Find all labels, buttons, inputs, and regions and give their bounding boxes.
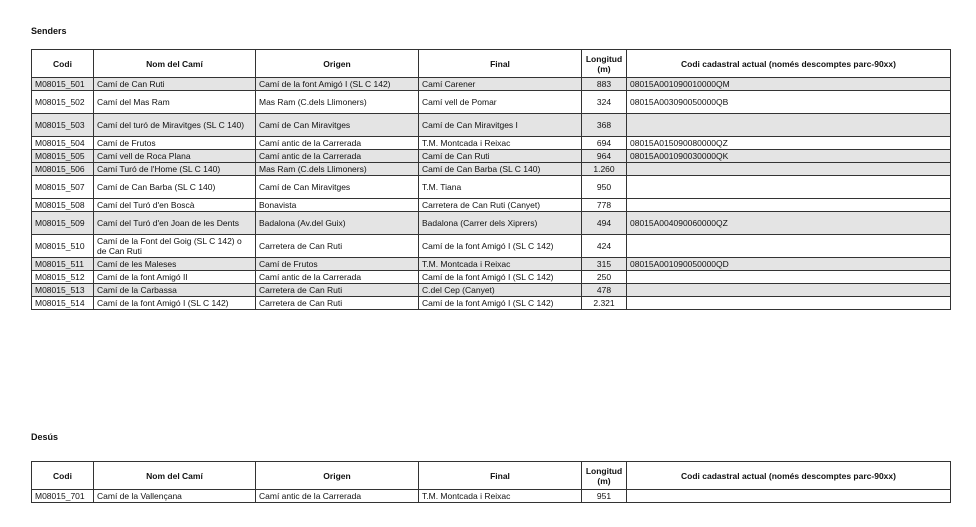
- cell-codi: M08015_502: [32, 91, 94, 114]
- cell-codi: M08015_701: [32, 490, 94, 503]
- cell-cadastral: 08015A001090030000QK: [627, 150, 951, 163]
- desus-table: [31, 461, 951, 503]
- cell-longitud: 368: [582, 114, 627, 137]
- cell-nom: Camí de Frutos: [94, 137, 256, 150]
- header-origen: Origen: [256, 462, 419, 490]
- table-row: [32, 199, 951, 212]
- cell-origen: Mas Ram (C.dels Llimoners): [256, 163, 419, 176]
- header-nom: Nom del Camí: [94, 50, 256, 78]
- cell-cadastral: [627, 114, 951, 137]
- cell-longitud: 950: [582, 176, 627, 199]
- cell-final: Camí Carener: [419, 78, 582, 91]
- table-row: [32, 176, 951, 199]
- cell-cadastral: [627, 199, 951, 212]
- table-row: [32, 78, 951, 91]
- cell-origen: Carretera de Can Ruti: [256, 284, 419, 297]
- cell-origen: Camí de la font Amigó I (SL C 142): [256, 78, 419, 91]
- cell-longitud: 478: [582, 284, 627, 297]
- cell-longitud: 694: [582, 137, 627, 150]
- cell-codi: M08015_504: [32, 137, 94, 150]
- cell-nom: Camí de Can Barba (SL C 140): [94, 176, 256, 199]
- cell-origen: Camí antic de la Carrerada: [256, 150, 419, 163]
- cell-longitud: 424: [582, 235, 627, 258]
- table-row: [32, 297, 951, 310]
- cell-nom: Camí del Turó d'en Boscà: [94, 199, 256, 212]
- cell-longitud: 494: [582, 212, 627, 235]
- cell-origen: Camí de Frutos: [256, 258, 419, 271]
- cell-origen: Camí antic de la Carrerada: [256, 490, 419, 503]
- cell-longitud: 324: [582, 91, 627, 114]
- cell-codi: M08015_505: [32, 150, 94, 163]
- table-row: [32, 91, 951, 114]
- cell-nom: Camí de la font Amigó II: [94, 271, 256, 284]
- header-final: Final: [419, 462, 582, 490]
- cell-origen: Camí de Can Miravitges: [256, 114, 419, 137]
- cell-final: Camí de Can Barba (SL C 140): [419, 163, 582, 176]
- cell-final: Camí de Can Miravitges I: [419, 114, 582, 137]
- cell-final: Camí vell de Pomar: [419, 91, 582, 114]
- cell-cadastral: 08015A001090010000QM: [627, 78, 951, 91]
- cell-cadastral: [627, 297, 951, 310]
- table-row: [32, 137, 951, 150]
- cell-origen: Carretera de Can Ruti: [256, 235, 419, 258]
- cell-origen: Camí antic de la Carrerada: [256, 271, 419, 284]
- table-row: [32, 271, 951, 284]
- cell-final: Carretera de Can Ruti (Canyet): [419, 199, 582, 212]
- header-codi: Codi: [32, 462, 94, 490]
- cell-cadastral: [627, 235, 951, 258]
- cell-nom: Camí del Turó d'en Joan de les Dents: [94, 212, 256, 235]
- cell-nom: Camí Turó de l'Home (SL C 140): [94, 163, 256, 176]
- cell-nom: Camí del turó de Miravitges (SL C 140): [94, 114, 256, 137]
- cell-final: Camí de la font Amigó I (SL C 142): [419, 297, 582, 310]
- cell-codi: M08015_508: [32, 199, 94, 212]
- cell-final: T.M. Montcada i Reixac: [419, 258, 582, 271]
- header-row: [32, 462, 951, 490]
- cell-cadastral: 08015A015090080000QZ: [627, 137, 951, 150]
- cell-final: T.M. Montcada i Reixac: [419, 490, 582, 503]
- cell-final: T.M. Montcada i Reixac: [419, 137, 582, 150]
- cell-codi: M08015_514: [32, 297, 94, 310]
- cell-longitud: 1.260: [582, 163, 627, 176]
- header-codi: Codi: [32, 50, 94, 78]
- table-row: [32, 490, 951, 503]
- cell-codi: M08015_512: [32, 271, 94, 284]
- cell-longitud: 951: [582, 490, 627, 503]
- header-longitud: Longitud (m): [582, 50, 627, 78]
- cell-cadastral: 08015A003090050000QB: [627, 91, 951, 114]
- table-row: [32, 284, 951, 297]
- table-row: [32, 163, 951, 176]
- cell-codi: M08015_506: [32, 163, 94, 176]
- header-nom: Nom del Camí: [94, 462, 256, 490]
- cell-nom: Camí de Can Ruti: [94, 78, 256, 91]
- senders-title: Senders: [31, 26, 67, 36]
- cell-origen: Camí de Can Miravitges: [256, 176, 419, 199]
- cell-cadastral: 08015A001090050000QD: [627, 258, 951, 271]
- cell-origen: Mas Ram (C.dels Llimoners): [256, 91, 419, 114]
- table-row: [32, 114, 951, 137]
- cell-cadastral: [627, 271, 951, 284]
- cell-final: Badalona (Carrer dels Xiprers): [419, 212, 582, 235]
- header-cadastral: Codi cadastral actual (només descomptes parc-90xx): [627, 462, 951, 490]
- cell-codi: M08015_509: [32, 212, 94, 235]
- cell-cadastral: [627, 163, 951, 176]
- cell-codi: M08015_501: [32, 78, 94, 91]
- cell-nom: Camí vell de Roca Plana: [94, 150, 256, 163]
- cell-longitud: 883: [582, 78, 627, 91]
- cell-nom: Camí de la Font del Goig (SL C 142) o de Can Ruti: [94, 235, 256, 258]
- cell-nom: Camí de la Carbassa: [94, 284, 256, 297]
- table-row: [32, 258, 951, 271]
- cell-origen: Bonavista: [256, 199, 419, 212]
- header-final: Final: [419, 50, 582, 78]
- cell-codi: M08015_511: [32, 258, 94, 271]
- header-row: [32, 50, 951, 78]
- senders-table: [31, 49, 951, 310]
- cell-final: C.del Cep (Canyet): [419, 284, 582, 297]
- cell-nom: Camí de la Vallençana: [94, 490, 256, 503]
- table-row: [32, 235, 951, 258]
- cell-final: T.M. Tiana: [419, 176, 582, 199]
- header-origen: Origen: [256, 50, 419, 78]
- cell-longitud: 2.321: [582, 297, 627, 310]
- cell-longitud: 778: [582, 199, 627, 212]
- cell-nom: Camí del Mas Ram: [94, 91, 256, 114]
- cell-final: Camí de la font Amigó I (SL C 142): [419, 271, 582, 284]
- cell-longitud: 964: [582, 150, 627, 163]
- cell-origen: Camí antic de la Carrerada: [256, 137, 419, 150]
- cell-codi: M08015_507: [32, 176, 94, 199]
- header-cadastral: Codi cadastral actual (només descomptes parc-90xx): [627, 50, 951, 78]
- cell-nom: Camí de la font Amigó I (SL C 142): [94, 297, 256, 310]
- cell-longitud: 315: [582, 258, 627, 271]
- cell-codi: M08015_503: [32, 114, 94, 137]
- cell-origen: Badalona (Av.del Guix): [256, 212, 419, 235]
- cell-cadastral: 08015A004090060000QZ: [627, 212, 951, 235]
- table-row: [32, 212, 951, 235]
- cell-nom: Camí de les Maleses: [94, 258, 256, 271]
- cell-cadastral: [627, 176, 951, 199]
- cell-cadastral: [627, 284, 951, 297]
- cell-final: Camí de la font Amigó I (SL C 142): [419, 235, 582, 258]
- desus-title: Desús: [31, 432, 59, 442]
- cell-codi: M08015_513: [32, 284, 94, 297]
- cell-final: Camí de Can Ruti: [419, 150, 582, 163]
- cell-origen: Carretera de Can Ruti: [256, 297, 419, 310]
- cell-cadastral: [627, 490, 951, 503]
- cell-codi: M08015_510: [32, 235, 94, 258]
- table-row: [32, 150, 951, 163]
- header-longitud: Longitud (m): [582, 462, 627, 490]
- cell-longitud: 250: [582, 271, 627, 284]
